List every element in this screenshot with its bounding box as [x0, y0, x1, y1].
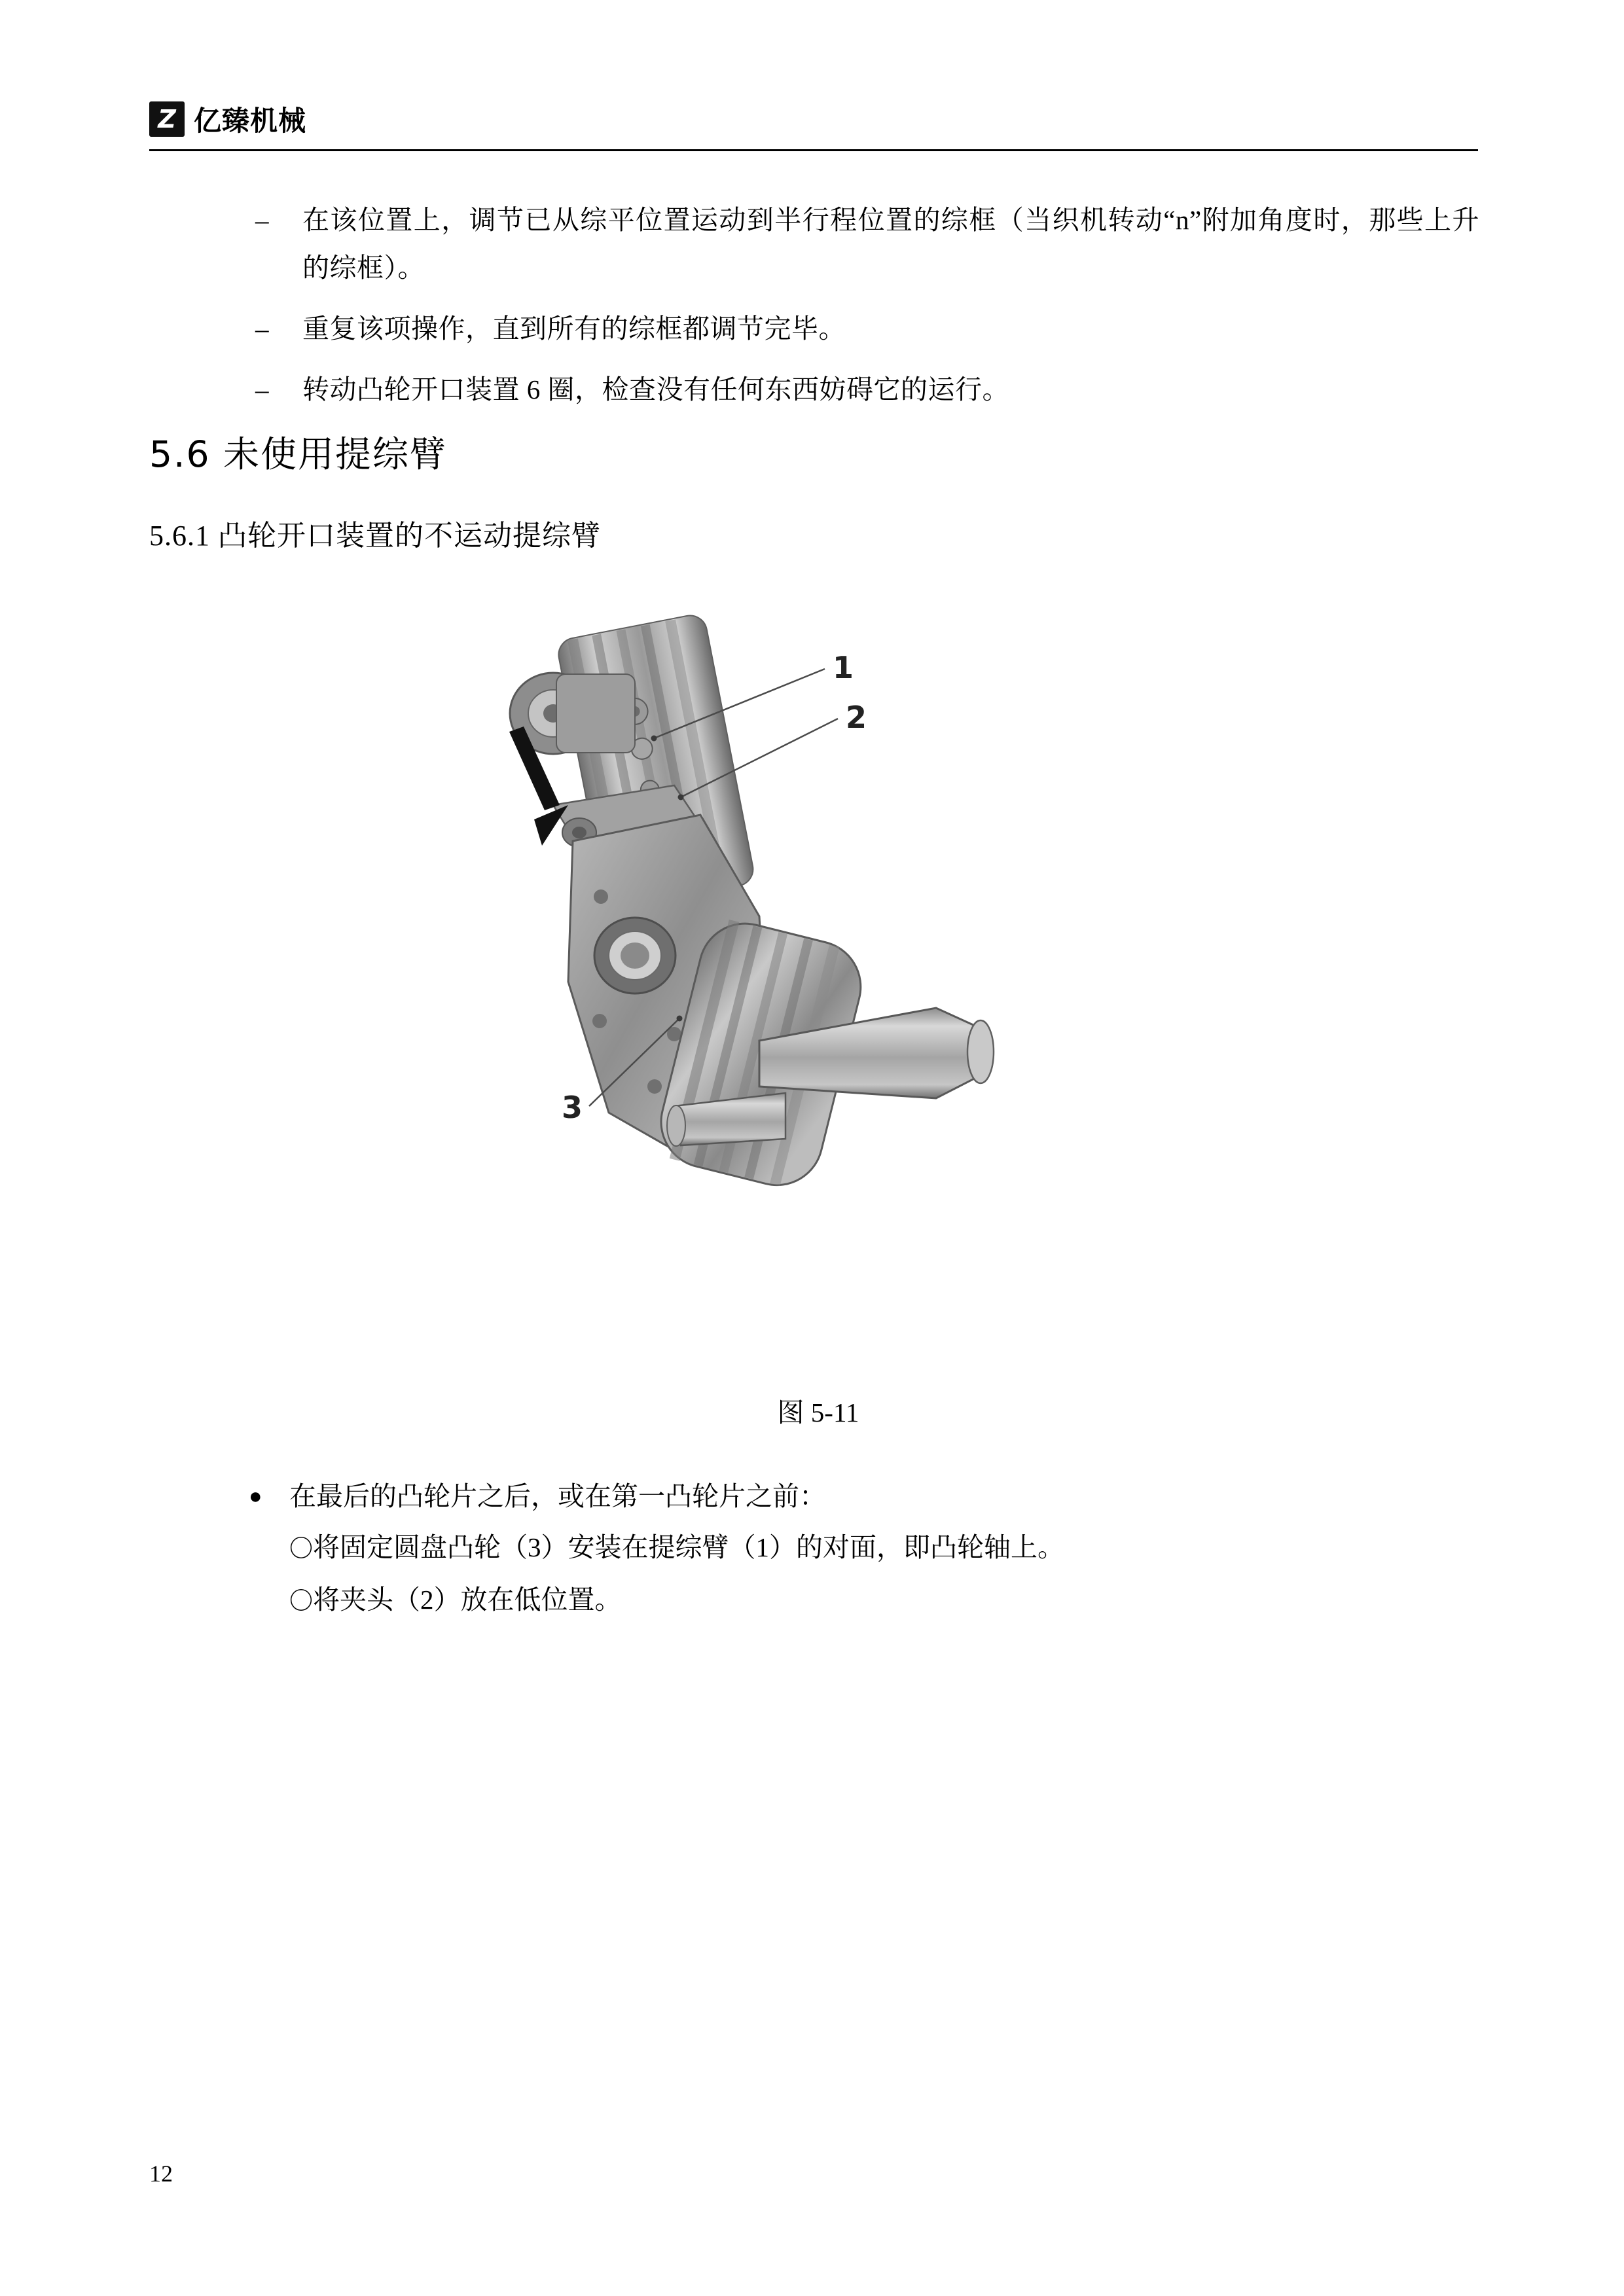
- notes-block: [249, 1473, 1479, 1626]
- subsection-heading: 5.6.1 凸轮开口装置的不运动提综臂: [149, 520, 601, 552]
- sub-bullet-icon: 〇: [289, 1587, 314, 1614]
- list-marker: –: [255, 205, 269, 235]
- note-sub-text: 将固定圆盘凸轮（3）安装在提综臂（1）的对面，即凸轮轴上。: [313, 1532, 1065, 1562]
- figure-caption: 图 5-11: [777, 1397, 859, 1427]
- list-item-text: 重复该项操作，直到所有的综框都调节完毕。: [302, 313, 846, 344]
- sub-bullet-icon: 〇: [289, 1535, 314, 1562]
- section-heading: 5.6 未使用提综臂: [149, 433, 447, 475]
- page-number: 12: [149, 2161, 173, 2187]
- list-item-text: 转动凸轮开口装置 6 圈，检查没有任何东西妨碍它的运行。: [302, 374, 1009, 404]
- company-logo: [149, 98, 1478, 140]
- list-marker: –: [255, 313, 269, 344]
- note-main-text: 在最后的凸轮片之后，或在第一凸轮片之前：: [289, 1481, 826, 1511]
- instruction-list: [255, 196, 1479, 427]
- callout-2-label: 2: [846, 700, 867, 735]
- list-item: [255, 196, 1479, 292]
- logo-mark-icon: Z: [149, 101, 185, 137]
- note-main-line: [249, 1473, 1479, 1522]
- list-item: [255, 366, 1479, 414]
- list-marker: –: [255, 374, 269, 404]
- header-divider: [149, 149, 1478, 151]
- callout-3-label: 3: [562, 1090, 583, 1125]
- company-name: 亿臻机械: [194, 105, 307, 137]
- note-sub-text: 将夹头（2）放在低位置。: [313, 1584, 622, 1615]
- list-item: [255, 305, 1479, 353]
- list-item-text: 在该位置上，调节已从综平位置运动到半行程位置的综框（当织机转动“n”附加角度时，那些上升的综框）。: [302, 205, 1479, 283]
- page-header: [149, 98, 1478, 157]
- bullet-icon: ●: [249, 1484, 262, 1509]
- figure-5-11: [393, 589, 1244, 1427]
- machine-part-illustration: [393, 589, 1244, 1381]
- note-sub-line: [289, 1522, 1479, 1574]
- callout-1-label: 1: [833, 650, 854, 685]
- note-sub-line: [289, 1574, 1479, 1626]
